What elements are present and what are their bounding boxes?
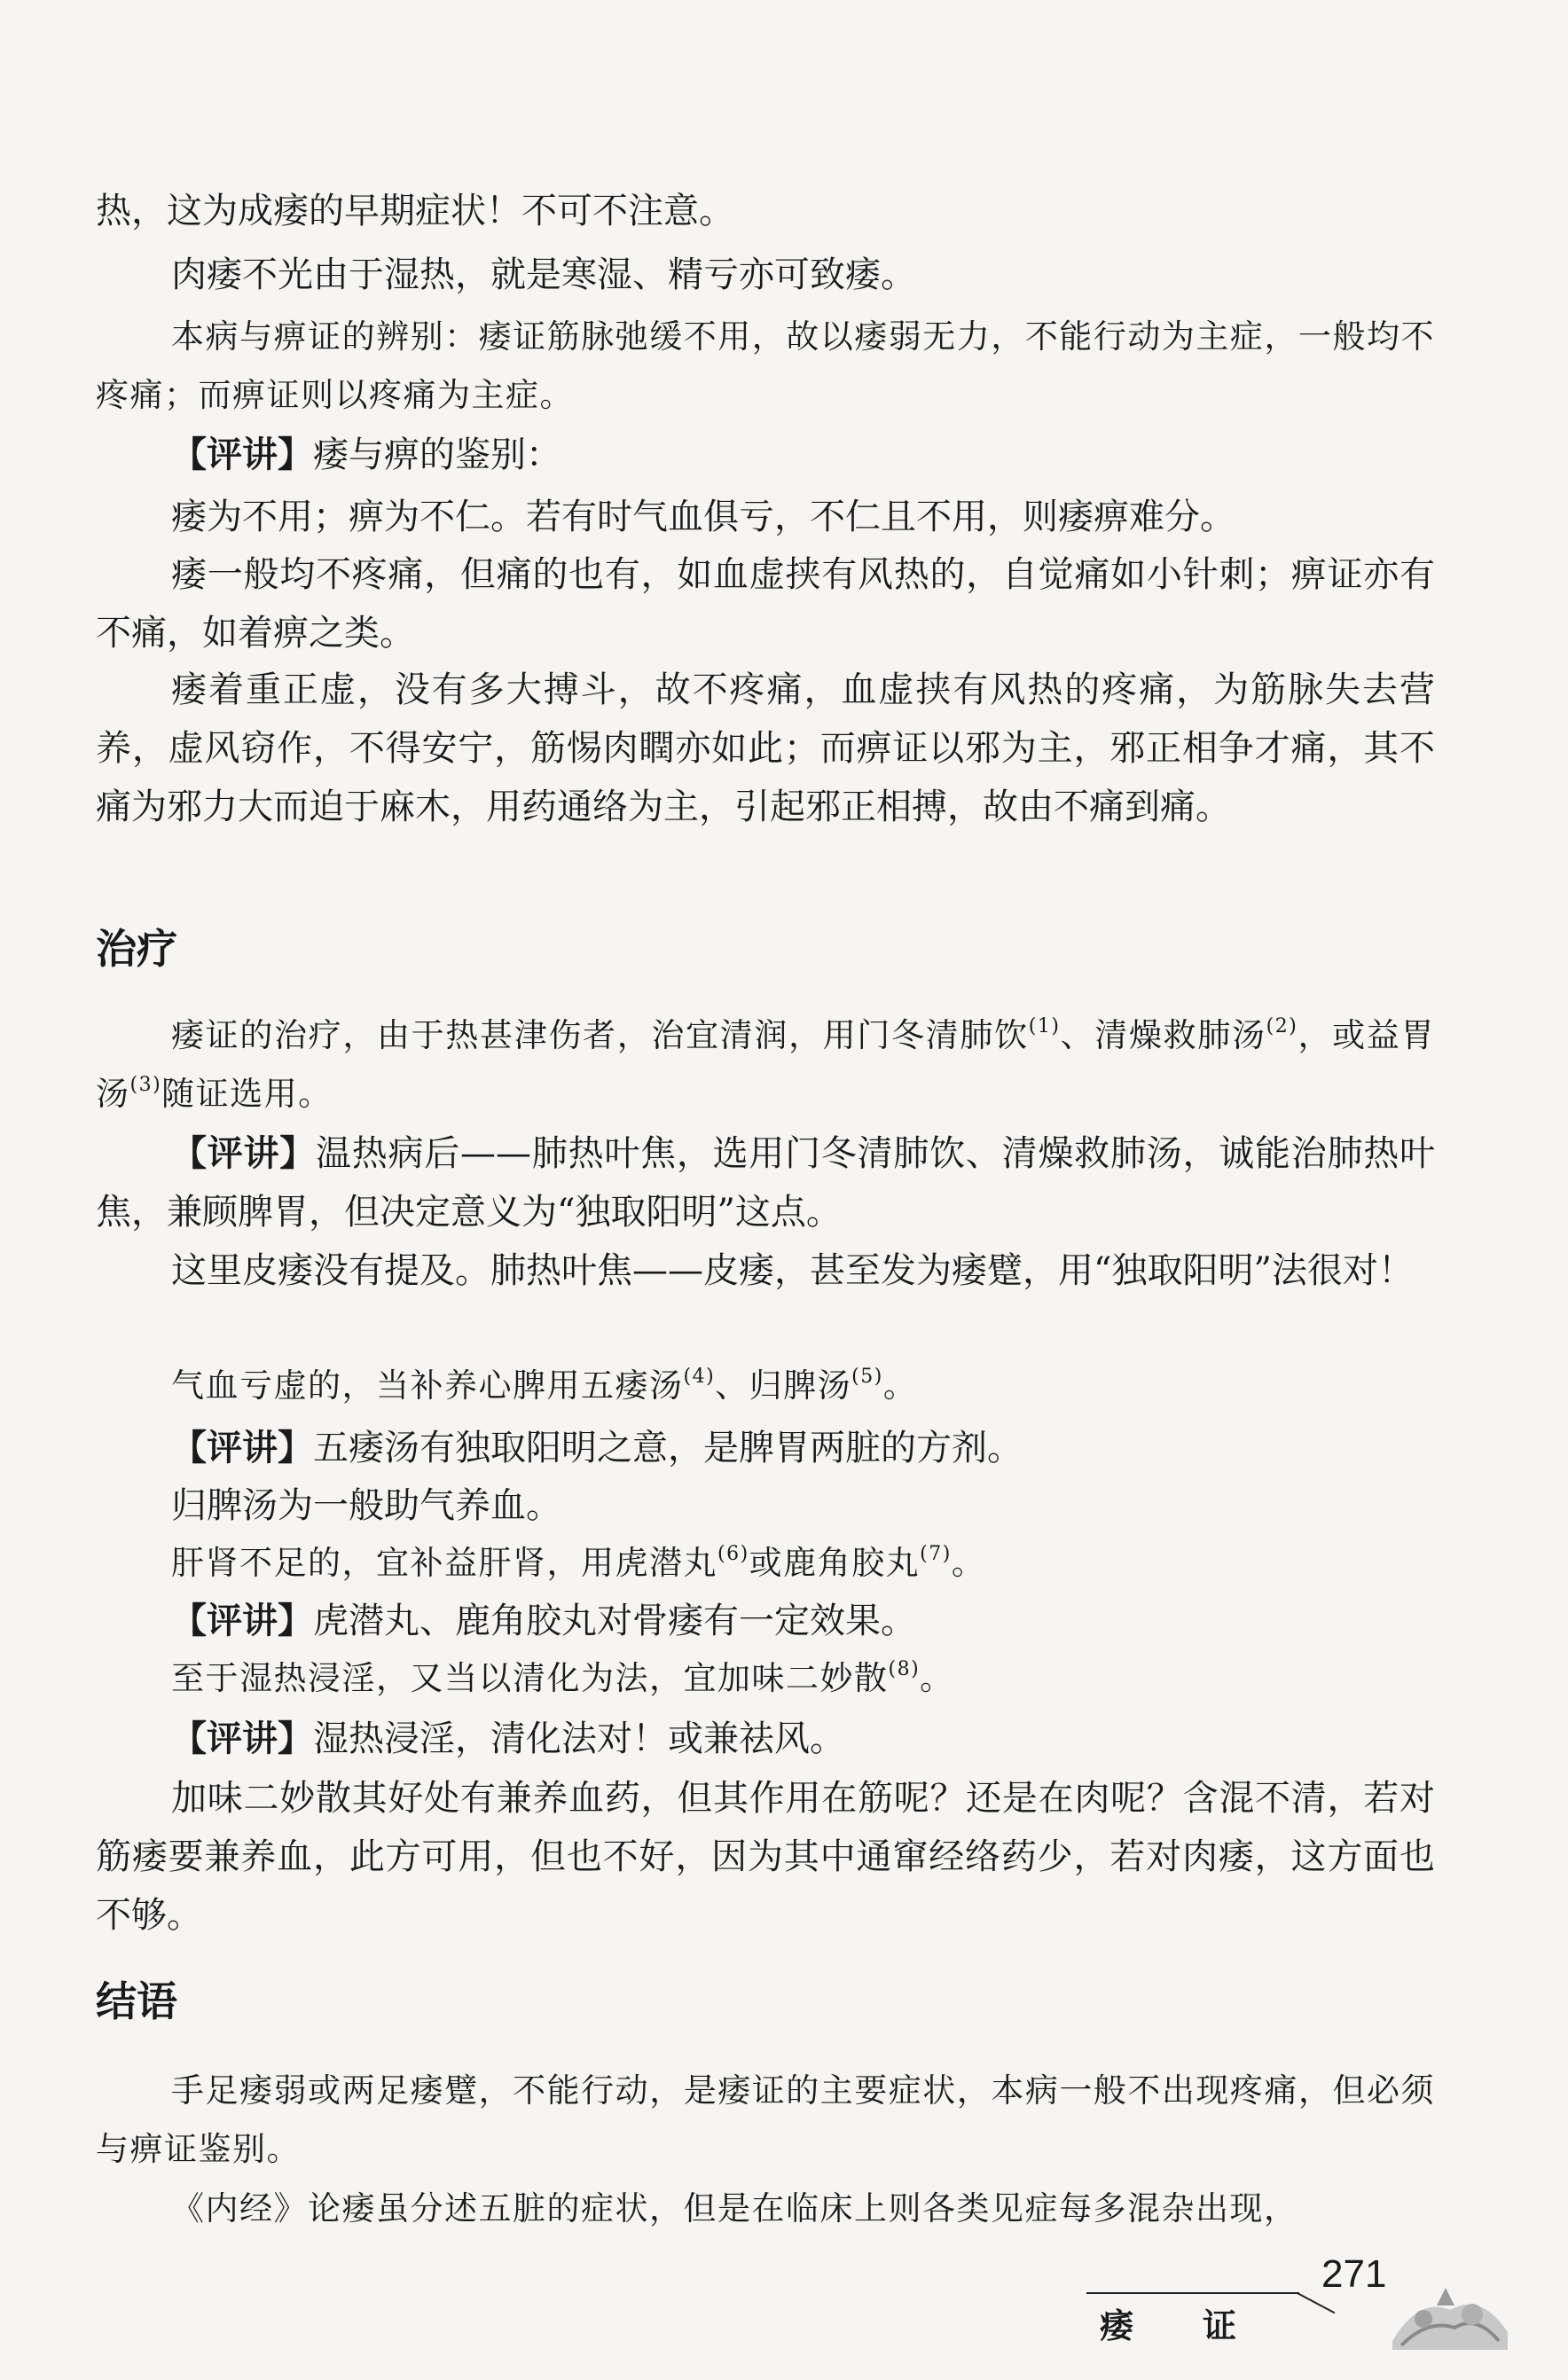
- commentary-paragraph: 【评讲】温热病后——肺热叶焦，选用门冬清肺饮、清燥救肺汤，诚能治肺热叶焦，兼顾脾胃，但决定意义为“独取阳明”这点。: [96, 1132, 1436, 1233]
- paragraph: 热，这为成痿的早期症状！不可不注意。: [96, 191, 734, 231]
- commentary-paragraph: 【评讲】湿热浸淫，清化法对！或兼祛风。: [171, 1718, 845, 1759]
- paragraph: 这里皮痿没有提及。肺热叶焦——皮痿，甚至发为痿躄，用“独取阳明”法很对！: [171, 1250, 1414, 1291]
- footnote-ref: (4): [683, 1366, 716, 1388]
- footnote-ref: (1): [1028, 1015, 1061, 1037]
- footnote-ref: (8): [888, 1658, 921, 1680]
- footnote-ref: (2): [1266, 1015, 1298, 1037]
- decorative-ornament-icon: [1384, 2270, 1517, 2359]
- paragraph: 加味二妙散其好处有兼养血药，但其作用在筋呢？还是在肉呢？含混不清，若对筋痿要兼养血，此方可用，但也不好，因为其中通窜经络药少，若对肉痿，这方面也不够。: [96, 1778, 1435, 1936]
- commentary-tag: 【评讲】: [171, 1132, 317, 1174]
- paragraph: 肉痿不光由于湿热，就是寒湿、精亏亦可致痿。: [171, 254, 916, 295]
- commentary-paragraph: 【评讲】五痿汤有独取阳明之意，是脾胃两脏的方剂。: [171, 1427, 1023, 1468]
- classic-quote: 手足痿弱或两足痿躄，不能行动，是痿证的主要症状，本病一般不出现疼痛，但必须与痹证鉴别。: [96, 2071, 1435, 2168]
- section-heading-conclusion: 结语: [96, 1977, 177, 2025]
- classic-quote: 气血亏虚的，当补养心脾用五痿汤$^{(4)}$、归脾汤$^{(5)}$。: [171, 1366, 918, 1405]
- page-number: 271: [1321, 2252, 1387, 2296]
- footnote-ref: (6): [717, 1543, 749, 1565]
- commentary-paragraph: 【评讲】痿与痹的鉴别：: [171, 434, 561, 475]
- classic-quote: 肝肾不足的，宜补益肝肾，用虎潜丸$^{(6)}$或鹿角胶丸$^{(7)}$。: [171, 1543, 986, 1582]
- footnote-ref: (3): [129, 1074, 162, 1096]
- commentary-tag: 【评讲】: [171, 1718, 313, 1759]
- classic-quote: 《内经》论痿虽分述五脏的症状，但是在临床上则各类见症每多混杂出现，: [171, 2189, 1298, 2227]
- commentary-paragraph: 【评讲】虎潜丸、鹿角胶丸对骨痿有一定效果。: [171, 1600, 916, 1641]
- commentary-tag: 【评讲】: [171, 1600, 313, 1641]
- footnote-ref: (5): [851, 1366, 883, 1388]
- commentary-tag: 【评讲】: [171, 434, 313, 475]
- footer-rule: [1086, 2292, 1299, 2294]
- classic-quote: 本病与痹证的辨别：痿证筋脉弛缓不用，故以痿弱无力，不能行动为主症，一般均不疼痛；而痹证则以疼痛为主症。: [96, 317, 1435, 414]
- commentary-tag: 【评讲】: [171, 1427, 313, 1468]
- section-heading-treatment: 治疗: [96, 925, 177, 973]
- paragraph: 痿着重正虚，没有多大搏斗，故不疼痛，血虚挟有风热的疼痛，为筋脉失去营养，虚风窃作，不得安宁，筋惕肉瞤亦如此；而痹证以邪为主，邪正相争才痛，其不痛为邪力大而迫于麻木，用药通络为主，引起邪正相搏，故由不痛到痛。: [96, 669, 1435, 827]
- classic-quote: 至于湿热浸淫，又当以清化为法，宜加味二妙散$^{(8)}$。: [171, 1658, 954, 1697]
- classic-quote: 痿证的治疗，由于热甚津伤者，治宜清润，用门冬清肺饮$^{(1)}$、清燥救肺汤$^{(2)}$，或益胃汤$^{(3)}$随证选用。: [96, 1015, 1436, 1113]
- footnote-ref: (7): [920, 1543, 952, 1565]
- paragraph: 痿为不用；痹为不仁。若有时气血俱亏，不仁且不用，则痿痹难分。: [171, 497, 1235, 537]
- paragraph: 痿一般均不疼痛，但痛的也有，如血虚挟有风热的，自觉痛如小针刺；痹证亦有不痛，如着痹之类。: [96, 554, 1435, 654]
- running-footer-title: 痿证: [1100, 2306, 1306, 2345]
- paragraph: 归脾汤为一般助气养血。: [171, 1485, 561, 1526]
